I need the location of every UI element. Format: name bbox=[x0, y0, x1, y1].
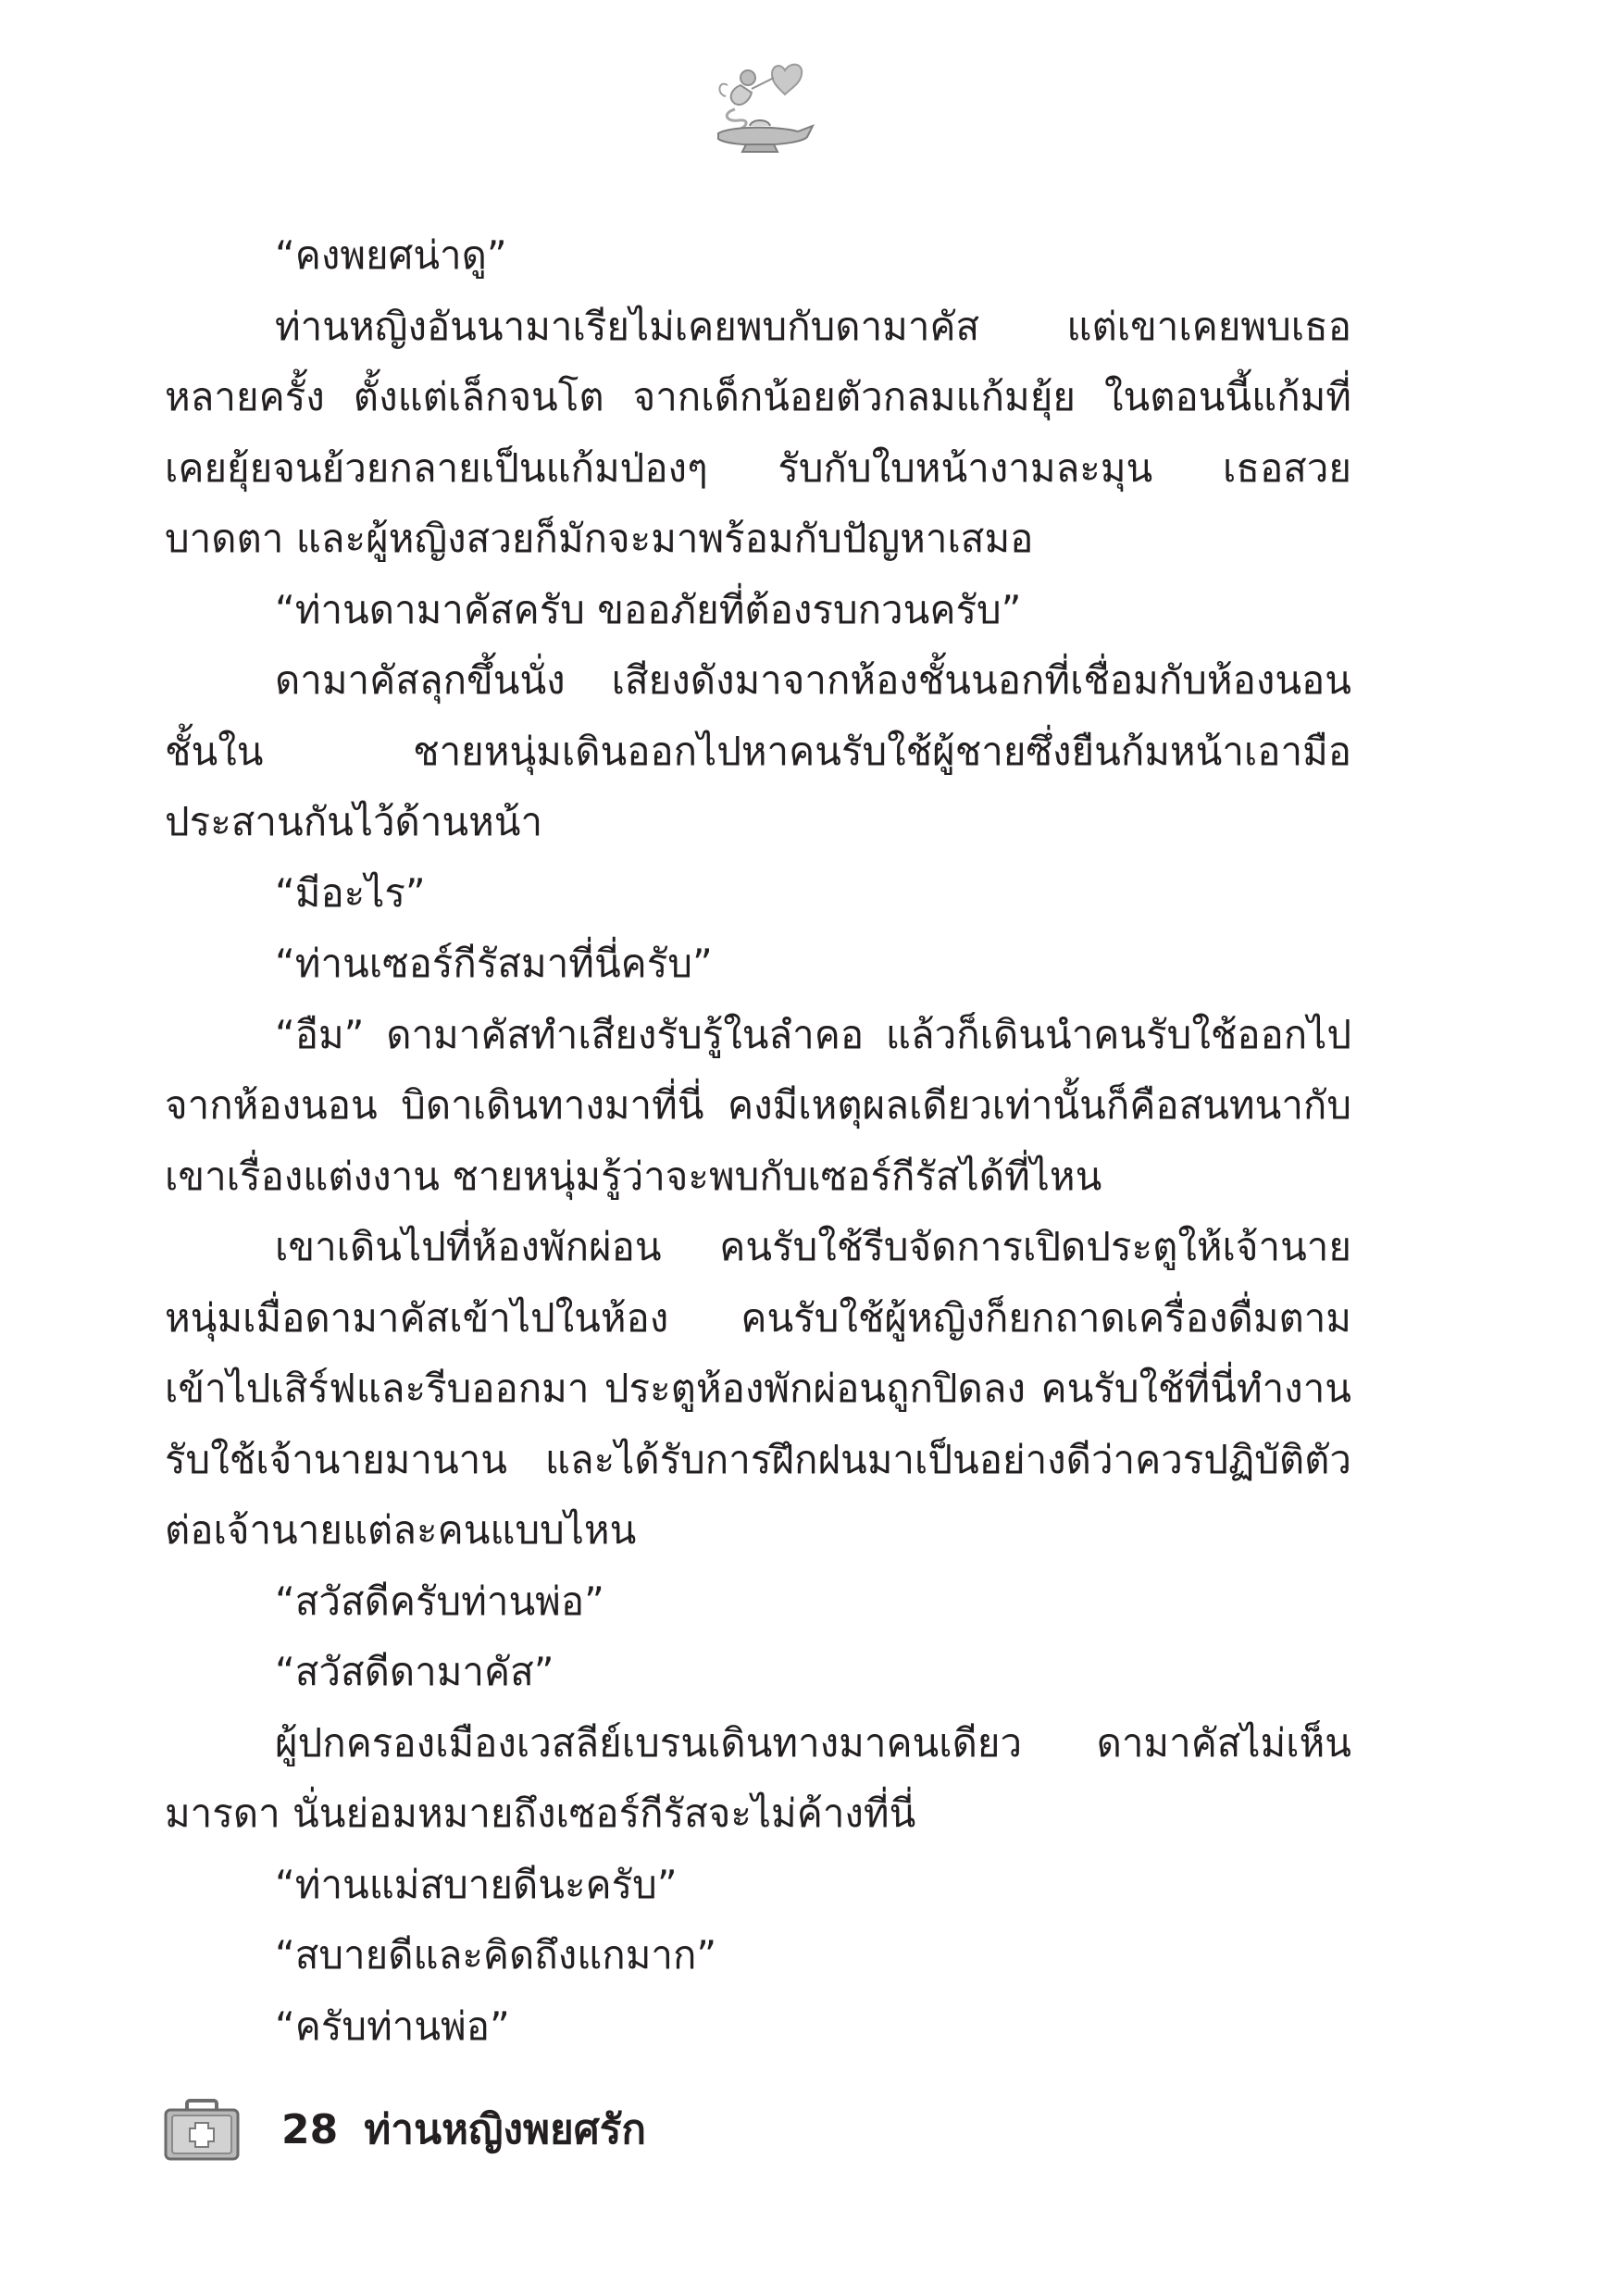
paragraph: “สบายดีและคิดถึงแกมาก” bbox=[275, 1932, 717, 1978]
paragraph: ดามาคัสลุกขึ้นนั่ง เสียงดังมาจากห้องชั้นนอกที่เชื่อมกับห้องนอนชั้นใน ชายหนุ่มเดินออกไปหาคนรับใช้ผู้ชายซึ่งยืนก้มหน้าเอามือประสานกันไว้ด้านหน้า bbox=[165, 657, 1351, 844]
paragraph: “คงพยศน่าดู” bbox=[275, 232, 507, 278]
cupid-magic-lamp-icon bbox=[694, 57, 824, 159]
paragraph: “มีอะไร” bbox=[275, 869, 426, 916]
first-aid-kit-icon bbox=[163, 2097, 241, 2162]
paragraph: “ครับท่านพ่อ” bbox=[275, 2003, 510, 2049]
paragraph: ผู้ปกครองเมืองเวสลีย์เบรนเดินทางมาคนเดียว ดามาคัสไม่เห็นมารดา นั่นย่อมหมายถึงเซอร์กีรัสจะไม่ค้างที่นี่ bbox=[165, 1719, 1351, 1836]
chapter-body bbox=[165, 220, 1351, 2062]
page-number: 28 bbox=[281, 2105, 339, 2153]
page-footer bbox=[163, 2089, 646, 2170]
book-title: ท่านหญิงพยศรัก bbox=[364, 2106, 646, 2153]
paragraph: “สวัสดีครับท่านพ่อ” bbox=[275, 1578, 604, 1624]
paragraph: ท่านหญิงอันนามาเรียไม่เคยพบกับดามาคัส แต่เขาเคยพบเธอหลายครั้ง ตั้งแต่เล็กจนโต จากเด็กน้อยตัวกลมแก้มยุ้ย ในตอนนี้แก้มที่เคยยุ้ยจนย้วยกลายเป็นแก้มป่องๆ รับกับใบหน้างามละมุน เธอสวยบาดตา และผู้หญิงสวยก็มักจะมาพร้อมกับปัญหาเสมอ bbox=[165, 303, 1351, 561]
paragraph: “ท่านเซอร์กีรัสมาที่นี่ครับ” bbox=[275, 941, 713, 986]
paragraph: “ท่านแม่สบายดีนะครับ” bbox=[275, 1861, 678, 1907]
paragraph: “สวัสดีดามาคัส” bbox=[275, 1649, 554, 1694]
paragraph: “ท่านดามาคัสครับ ขออภัยที่ต้องรบกวนครับ” bbox=[275, 586, 1022, 632]
paragraph: “อืม” ดามาคัสทำเสียงรับรู้ในลำคอ แล้วก็เดินนำคนรับใช้ออกไปจากห้องนอน บิดาเดินทางมาที่นี่ คงมีเหตุผลเดียวเท่านั้นก็คือสนทนากับเขาเรื่องแต่งงาน ชายหนุ่มรู้ว่าจะพบกับเซอร์กีรัสได้ที่ไหน bbox=[165, 1011, 1351, 1199]
paragraph: เขาเดินไปที่ห้องพักผ่อน คนรับใช้รีบจัดการเปิดประตูให้เจ้านายหนุ่มเมื่อดามาคัสเข้าไปในห้อง คนรับใช้ผู้หญิงก็ยกถาดเครื่องดื่มตามเข้าไปเสิร์ฟและรีบออกมา ประตูห้องพักผ่อนถูกปิดลง คนรับใช้ที่นี่ทำงานรับใช้เจ้านายมานาน และได้รับการฝึกฝนมาเป็นอย่างดีว่าควรปฏิบัติตัวต่อเจ้านายแต่ละคนแบบไหน bbox=[165, 1224, 1351, 1553]
